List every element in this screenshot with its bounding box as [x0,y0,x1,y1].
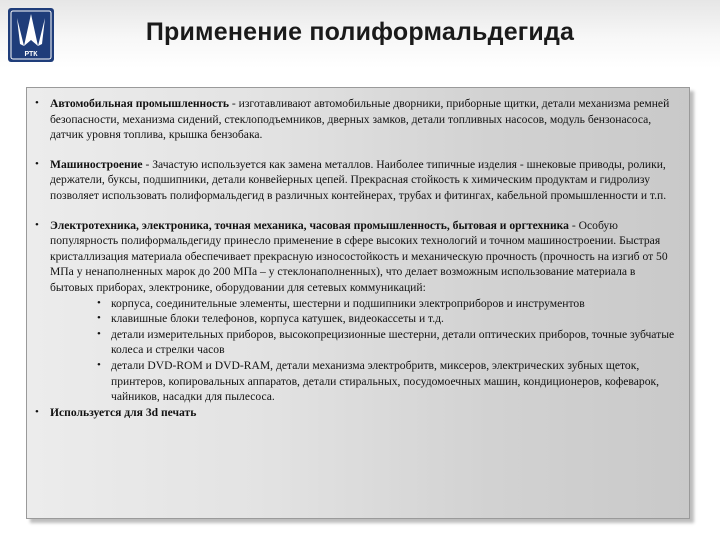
section-electronics [33,218,681,296]
sub-item [33,296,681,312]
sub-item-text: детали измерительных приборов, высокопрецизионные шестерни, детали оптических приборов, точные зубчатые колеса и стрелки часов [111,327,675,357]
sub-item-text: клавишные блоки телефонов, корпуса катушек, видеокассеты и т.д. [111,312,444,326]
sub-item-text: детали DVD-ROM и DVD-RAM, детали механизма электробритв, миксеров, электрических зубных щеток, принтеров, копировальных аппаратов, детали стиральных, посудомоечных машин, кондиционеров, кофеварок, чайников, насадки для пылесоса. [111,358,660,404]
bullet-icon: • [35,405,39,418]
logo-text: РТК [24,51,38,58]
section-text: - Особую популярность полиформальдегиду принесло применение в сфере высоких технологий и точном машиностроении. Быстрая кристаллизация материала обеспечивает прекрасную износостойкость и механическую прочность (прочность на изгиб от 50 МПа у ненаполненных марок до 200 МПа – у стеклонаполненных), что делает возможным использование материала в бытовых приборах, электронике, оборудовании для сетевых коммуникаций: [50,218,668,294]
bullet-icon: • [97,296,101,309]
company-logo [8,8,54,62]
bullet-icon: • [97,312,101,325]
bullet-icon: • [97,327,101,340]
sub-item [33,358,681,405]
section-automotive [33,96,681,143]
section-heading: Автомобильная промышленность [50,97,229,110]
slide-title: Применение полиформальдегида [145,18,575,46]
section-text: - изготавливают автомобильные дворники, приборные щитки, детали механизма ремней безопасности, механизма сидений, стеклоподъемников, дверных замков, детали топливных насосов, модуль бензонасоса, датчик уровня топлива, крышка бензобака. [50,97,670,142]
section-3d-printing [33,405,681,421]
section-heading: Машиностроение [50,157,143,171]
slide-header [0,0,720,68]
sub-item-text: корпуса, соединительные элементы, шестерни и подшипники электроприборов и инструментов [111,296,585,310]
content-panel [26,87,690,519]
sub-item [33,311,681,327]
section-heading: Электротехника, электроника, точная механика, часовая промышленность, бытовая и оргтехника [50,218,569,232]
section-machinery [33,157,681,204]
bullet-icon: • [97,358,101,371]
bullet-icon: • [35,157,39,170]
section-text: - Зачастую используется как замена металлов. Наиболее типичные изделия - шнековые приводы, ролики, держатели, буксы, подшипники, детали конвейерных цепей. Прекрасная стойкость к химическим продуктам и гидролизу позволяет использовать полиформальдегид в различных контейнерах, трубах и фитингах, кабельной промышленности и т.п. [50,157,667,202]
bullet-icon: • [35,218,39,231]
bullet-icon: • [35,97,39,109]
section-heading: Используется для 3d печать [50,405,197,419]
sub-item [33,327,681,358]
